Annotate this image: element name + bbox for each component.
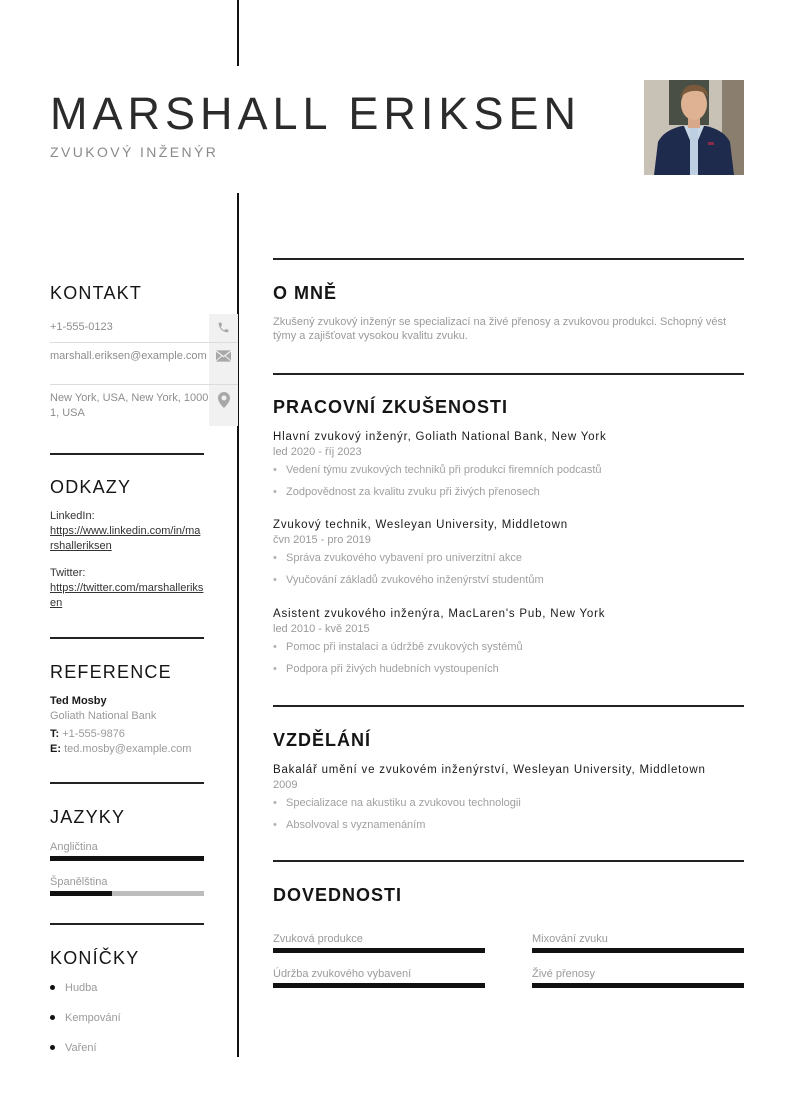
language-level-bar bbox=[50, 891, 204, 896]
language-level-bar bbox=[50, 856, 204, 861]
reference-entry bbox=[50, 694, 204, 757]
skill-level-bar bbox=[273, 948, 485, 953]
skill-name: Mixování zvuku bbox=[532, 933, 608, 945]
language-level-fill bbox=[50, 856, 204, 861]
contact-address-text: New York, USA, New York, 10001, USA bbox=[50, 392, 209, 419]
main-divider bbox=[273, 373, 744, 375]
sidebar-divider bbox=[50, 637, 204, 639]
bullet-icon: • bbox=[273, 797, 277, 809]
skill-item bbox=[273, 932, 485, 953]
bullet-icon: • bbox=[273, 819, 277, 831]
skill-level-bar bbox=[532, 983, 744, 988]
main-divider bbox=[273, 705, 744, 707]
job-title: Asistent zvukového inženýra, MacLaren's Pub, New York bbox=[273, 608, 606, 620]
main-divider bbox=[273, 860, 744, 862]
language-item bbox=[50, 840, 204, 861]
contact-email-text[interactable]: marshall.eriksen@example.com bbox=[50, 350, 207, 362]
linkedin-label: LinkedIn: bbox=[50, 510, 95, 522]
reference-email[interactable]: ted.mosby@example.com bbox=[64, 743, 192, 755]
bullet-icon: • bbox=[273, 464, 277, 476]
degree-title: Bakalář umění ve zvukovém inženýrství, Wesleyan University, Middletown bbox=[273, 764, 706, 776]
phone-icon bbox=[209, 314, 238, 342]
job-title: Zvukový technik, Wesleyan University, Middletown bbox=[273, 519, 568, 531]
reference-email-row bbox=[50, 742, 204, 757]
skill-item bbox=[532, 967, 744, 988]
main-divider bbox=[273, 258, 744, 260]
job-title: Hlavní zvukový inženýr, Goliath National Bank, New York bbox=[273, 431, 607, 443]
language-name: Angličtina bbox=[50, 841, 98, 853]
job-dates: led 2020 - říj 2023 bbox=[273, 446, 362, 458]
envelope-icon bbox=[209, 343, 238, 384]
bullet-text: Pomoc při instalaci a údržbě zvukových systémů bbox=[286, 641, 523, 653]
bullet-text: Specializace na akustiku a zvukovou technologii bbox=[286, 797, 521, 809]
links-list bbox=[50, 509, 204, 611]
bullet-icon bbox=[50, 985, 55, 990]
job-title: ZVUKOVÝ INŽENÝR bbox=[50, 144, 219, 160]
job-entry bbox=[273, 518, 744, 587]
location-pin-icon bbox=[209, 385, 238, 426]
reference-name: Ted Mosby bbox=[50, 695, 107, 707]
education-entry bbox=[273, 763, 744, 832]
bullet-icon bbox=[50, 1015, 55, 1020]
twitter-label: Twitter: bbox=[50, 567, 86, 579]
education-bullet bbox=[273, 818, 744, 832]
job-bullet bbox=[273, 551, 744, 565]
language-level-fill bbox=[50, 891, 112, 896]
hobby-label: Hudba bbox=[65, 981, 98, 994]
job-bullet bbox=[273, 463, 744, 477]
sidebar-divider bbox=[50, 453, 204, 455]
language-item bbox=[50, 875, 204, 896]
references-heading: REFERENCE bbox=[50, 662, 172, 682]
education-heading: VZDĚLÁNÍ bbox=[273, 730, 371, 750]
job-dates: čvn 2015 - pro 2019 bbox=[273, 534, 371, 546]
candidate-name: MARSHALL ERIKSEN bbox=[50, 88, 581, 139]
linkedin-link[interactable]: https://www.linkedin.com/in/marshalleriksen bbox=[50, 525, 201, 552]
hobby-item bbox=[50, 1040, 204, 1055]
graduation-year: 2009 bbox=[273, 779, 298, 791]
hobby-item bbox=[50, 980, 204, 995]
contact-address bbox=[50, 385, 238, 426]
hobby-label: Vaření bbox=[65, 1041, 97, 1054]
links-heading: ODKAZY bbox=[50, 477, 132, 497]
skill-item bbox=[273, 967, 485, 988]
skill-name: Živé přenosy bbox=[532, 968, 595, 980]
about-heading: O MNĚ bbox=[273, 283, 338, 303]
skills-heading: DOVEDNOSTI bbox=[273, 885, 403, 905]
languages-heading: JAZYKY bbox=[50, 807, 126, 827]
bullet-icon: • bbox=[273, 552, 277, 564]
bullet-text: Podpora při živých hudebních vystoupeních bbox=[286, 663, 499, 675]
bullet-text: Absolvoval s vyznamenáním bbox=[286, 819, 426, 831]
sidebar-divider bbox=[50, 923, 204, 925]
experience-heading: PRACOVNÍ ZKUŠENOSTI bbox=[273, 397, 509, 417]
job-bullet bbox=[273, 573, 744, 587]
skill-level-bar bbox=[273, 983, 485, 988]
bullet-text: Zodpovědnost za kvalitu zvuku při živých přenosech bbox=[286, 486, 540, 498]
sidebar-divider bbox=[50, 782, 204, 784]
contact-heading: KONTAKT bbox=[50, 283, 143, 303]
bullet-icon: • bbox=[273, 574, 277, 586]
job-bullet bbox=[273, 640, 744, 654]
hobbies-heading: KONÍČKY bbox=[50, 948, 140, 968]
job-bullet bbox=[273, 485, 744, 499]
hobby-label: Kempování bbox=[65, 1011, 121, 1024]
bullet-icon: • bbox=[273, 663, 277, 675]
contact-email bbox=[50, 343, 238, 385]
contact-list bbox=[50, 314, 238, 426]
bullet-icon: • bbox=[273, 641, 277, 653]
job-entry bbox=[273, 430, 744, 499]
reference-phone-label: T: bbox=[50, 728, 60, 740]
contact-phone bbox=[50, 314, 238, 343]
contact-phone-text[interactable]: +1-555-0123 bbox=[50, 321, 113, 333]
bullet-text: Vyučování základů zvukového inženýrství studentům bbox=[286, 574, 544, 586]
about-text: Zkušený zvukový inženýr se specializací na živé přenosy a zvukovou produkci. Schopný vést týmy a zajišťovat vysokou kvalitu zvuku. bbox=[273, 316, 727, 342]
profile-photo-image bbox=[644, 80, 744, 175]
bullet-icon bbox=[50, 1045, 55, 1050]
profile-photo bbox=[644, 80, 744, 175]
reference-phone-row bbox=[50, 727, 204, 742]
hobbies-list bbox=[50, 980, 204, 1055]
bullet-icon: • bbox=[273, 486, 277, 498]
top-divider-line bbox=[237, 0, 239, 66]
skill-name: Údržba zvukového vybavení bbox=[273, 968, 412, 980]
language-name: Španělština bbox=[50, 876, 108, 888]
bullet-text: Správa zvukového vybavení pro univerzitní akce bbox=[286, 552, 523, 564]
twitter-link[interactable]: https://twitter.com/marshalleriksen bbox=[50, 582, 204, 609]
hobby-item bbox=[50, 1010, 204, 1025]
job-entry bbox=[273, 607, 744, 676]
reference-company: Goliath National Bank bbox=[50, 710, 157, 722]
skill-item bbox=[532, 932, 744, 953]
reference-phone[interactable]: +1-555-9876 bbox=[62, 728, 125, 740]
skill-level-bar bbox=[532, 948, 744, 953]
skill-name: Zvuková produkce bbox=[273, 933, 363, 945]
education-bullet bbox=[273, 796, 744, 810]
bullet-text: Vedení týmu zvukových techniků při produkci firemních podcastů bbox=[286, 464, 602, 476]
job-dates: led 2010 - kvě 2015 bbox=[273, 623, 370, 635]
job-bullet bbox=[273, 662, 744, 676]
reference-email-label: E: bbox=[50, 743, 61, 755]
